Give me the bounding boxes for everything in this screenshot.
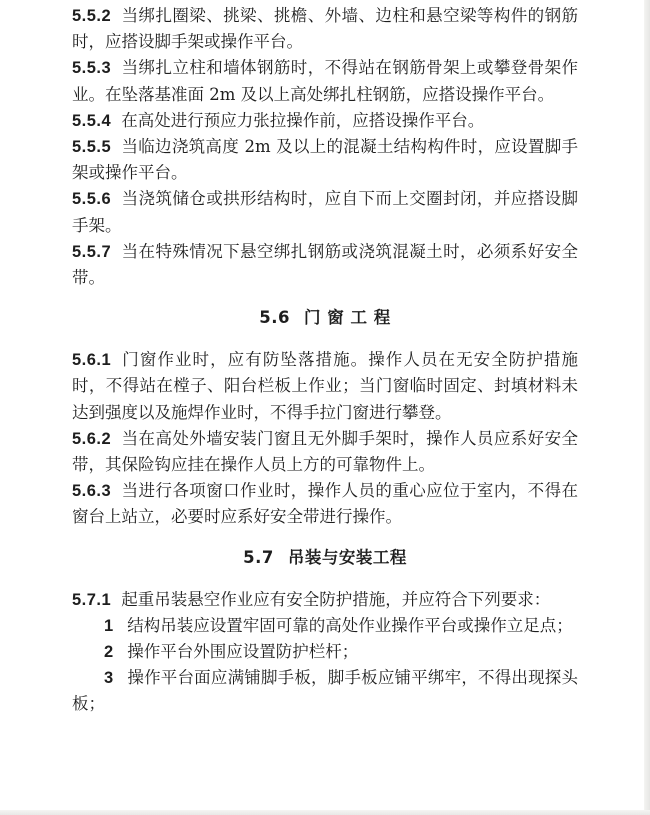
page-edge-shadow-right: [644, 0, 650, 815]
item-text: 结构吊装应设置牢固可靠的高处作业操作平台或操作立足点；: [127, 615, 573, 635]
clause-number: 5.5.5: [72, 138, 112, 157]
clause-5-5-2: [72, 3, 578, 55]
clause-5-5-6: [72, 186, 578, 238]
clause-5-7-1: [72, 587, 578, 613]
section-heading-5-7: [72, 545, 578, 571]
clause-number: 5.5.7: [72, 242, 112, 261]
clause-text: 当在高处外墙安装门窗且无外脚手架时，操作人员应系好安全带，其保险钩应挂在操作人员上方的可靠物件上。: [72, 428, 578, 475]
clause-number: 5.5.6: [72, 190, 112, 209]
clause-5-6-3: [72, 478, 578, 530]
item-text: 操作平台面应满铺脚手板，脚手板应铺平绑牢，不得出现探头板；: [72, 668, 578, 714]
section-number: 5.6: [259, 308, 290, 328]
clause-text: 当在特殊情况下悬空绑扎钢筋或浇筑混凝土时，必须系好安全带。: [72, 241, 578, 288]
clause-text: 当浇筑储仓或拱形结构时，应自下而上交圈封闭，并应搭设脚手架。: [72, 189, 578, 235]
item-text: 操作平台外围应设置防护栏杆；: [127, 642, 359, 662]
clause-5-5-5: [72, 134, 578, 186]
clause-number: 5.5.4: [72, 111, 112, 130]
clause-number: 5.5.2: [72, 7, 112, 25]
clause-5-5-3: [72, 55, 578, 107]
clause-5-5-7: [72, 239, 578, 291]
clause-number: 5.6.1: [72, 351, 112, 370]
clause-number: 5.7.1: [72, 590, 112, 609]
clause-number: 5.5.3: [72, 59, 112, 78]
item-number: 3: [104, 669, 114, 688]
clause-5-6-2: [72, 426, 578, 478]
clause-text: 在高处进行预应力张拉操作前，应搭设操作平台。: [121, 110, 485, 130]
item-number: 1: [104, 616, 114, 635]
list-item-2: [72, 639, 578, 665]
clause-5-6-1: [72, 347, 578, 426]
section-heading-5-6: [72, 305, 578, 331]
clause-text: 当绑扎圈梁、挑梁、挑檐、外墙、边柱和悬空梁等构件的钢筋时，应搭设脚手架或操作平台。: [72, 6, 578, 52]
clause-number: 5.6.2: [72, 429, 112, 448]
item-number: 2: [104, 643, 114, 662]
page-edge-shadow-bottom: [0, 810, 650, 815]
clause-text: 当绑扎立柱和墙体钢筋时，不得站在钢筋骨架上或攀登骨架作业。在坠落基准面 2m 及以上高处绑扎柱钢筋，应搭设操作平台。: [72, 58, 578, 104]
clause-text: 当进行各项窗口作业时，操作人员的重心应位于室内，不得在窗台上站立，必要时应系好安全带进行操作。: [72, 481, 578, 527]
section-title: 门 窗 工 程: [304, 308, 391, 328]
clause-text: 起重吊装悬空作业应有安全防护措施，并应符合下列要求：: [121, 589, 551, 609]
clause-number: 5.6.3: [72, 482, 112, 501]
section-title: 吊装与安装工程: [287, 547, 407, 567]
clause-5-5-4: [72, 108, 578, 134]
clause-text: 门窗作业时，应有防坠落措施。操作人员在无安全防护措施时，不得站在樘子、阳台栏板上作业；当门窗临时固定、封填材料未达到强度以及施焊作业时，不得手拉门窗进行攀登。: [72, 350, 578, 422]
section-number: 5.7: [243, 547, 274, 567]
list-item-3: [72, 665, 578, 717]
clause-text: 当临边浇筑高度 2m 及以上的混凝土结构构件时，应设置脚手架或操作平台。: [72, 137, 578, 183]
page-content: [72, 3, 578, 718]
list-item-1: [72, 613, 578, 639]
